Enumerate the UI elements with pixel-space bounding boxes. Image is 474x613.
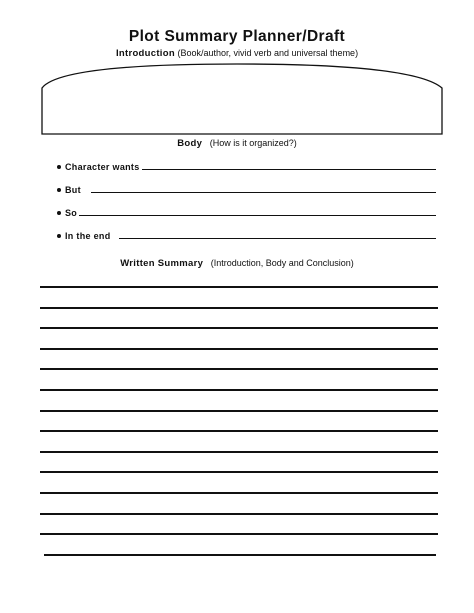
so-label: So <box>65 208 78 218</box>
body-hint: (How is it organized?) <box>209 138 297 148</box>
so-field[interactable] <box>57 204 436 218</box>
but-line[interactable] <box>91 192 436 193</box>
character-wants-label: Character wants <box>65 162 140 172</box>
but-field[interactable] <box>57 181 436 195</box>
but-label: But <box>65 185 81 195</box>
written-summary-hint: (Introduction, Body and Conclusion) <box>210 258 354 268</box>
body-heading <box>0 138 474 149</box>
summary-writing-line[interactable] <box>44 554 436 556</box>
summary-writing-line[interactable] <box>40 533 438 535</box>
bullet-icon <box>57 234 61 238</box>
page-title: Plot Summary Planner/Draft <box>128 28 346 45</box>
summary-writing-line[interactable] <box>40 307 438 309</box>
introduction-hint: (Book/author, vivid verb and universal theme) <box>177 48 359 58</box>
in-the-end-line[interactable] <box>119 238 437 239</box>
introduction-box[interactable] <box>0 0 474 140</box>
summary-writing-line[interactable] <box>40 286 438 288</box>
body-label: Body <box>177 138 203 149</box>
summary-writing-line[interactable] <box>40 368 438 370</box>
character-wants-line[interactable] <box>142 169 436 170</box>
summary-writing-line[interactable] <box>40 513 438 515</box>
summary-writing-line[interactable] <box>40 410 438 412</box>
in-the-end-label: In the end <box>65 231 111 241</box>
summary-writing-line[interactable] <box>40 389 438 391</box>
written-summary-label: Written Summary <box>120 258 204 269</box>
summary-writing-line[interactable] <box>40 430 438 432</box>
in-the-end-field[interactable] <box>57 227 436 241</box>
introduction-label: Introduction <box>115 48 175 59</box>
summary-writing-line[interactable] <box>40 348 438 350</box>
written-summary-heading <box>0 258 474 269</box>
summary-writing-line[interactable] <box>40 327 438 329</box>
character-wants-field[interactable] <box>57 158 436 172</box>
summary-writing-line[interactable] <box>40 451 438 453</box>
summary-writing-line[interactable] <box>40 492 438 494</box>
summary-writing-line[interactable] <box>40 471 438 473</box>
bullet-icon <box>57 211 61 215</box>
bullet-icon <box>57 165 61 169</box>
bullet-icon <box>57 188 61 192</box>
so-line[interactable] <box>79 215 436 216</box>
